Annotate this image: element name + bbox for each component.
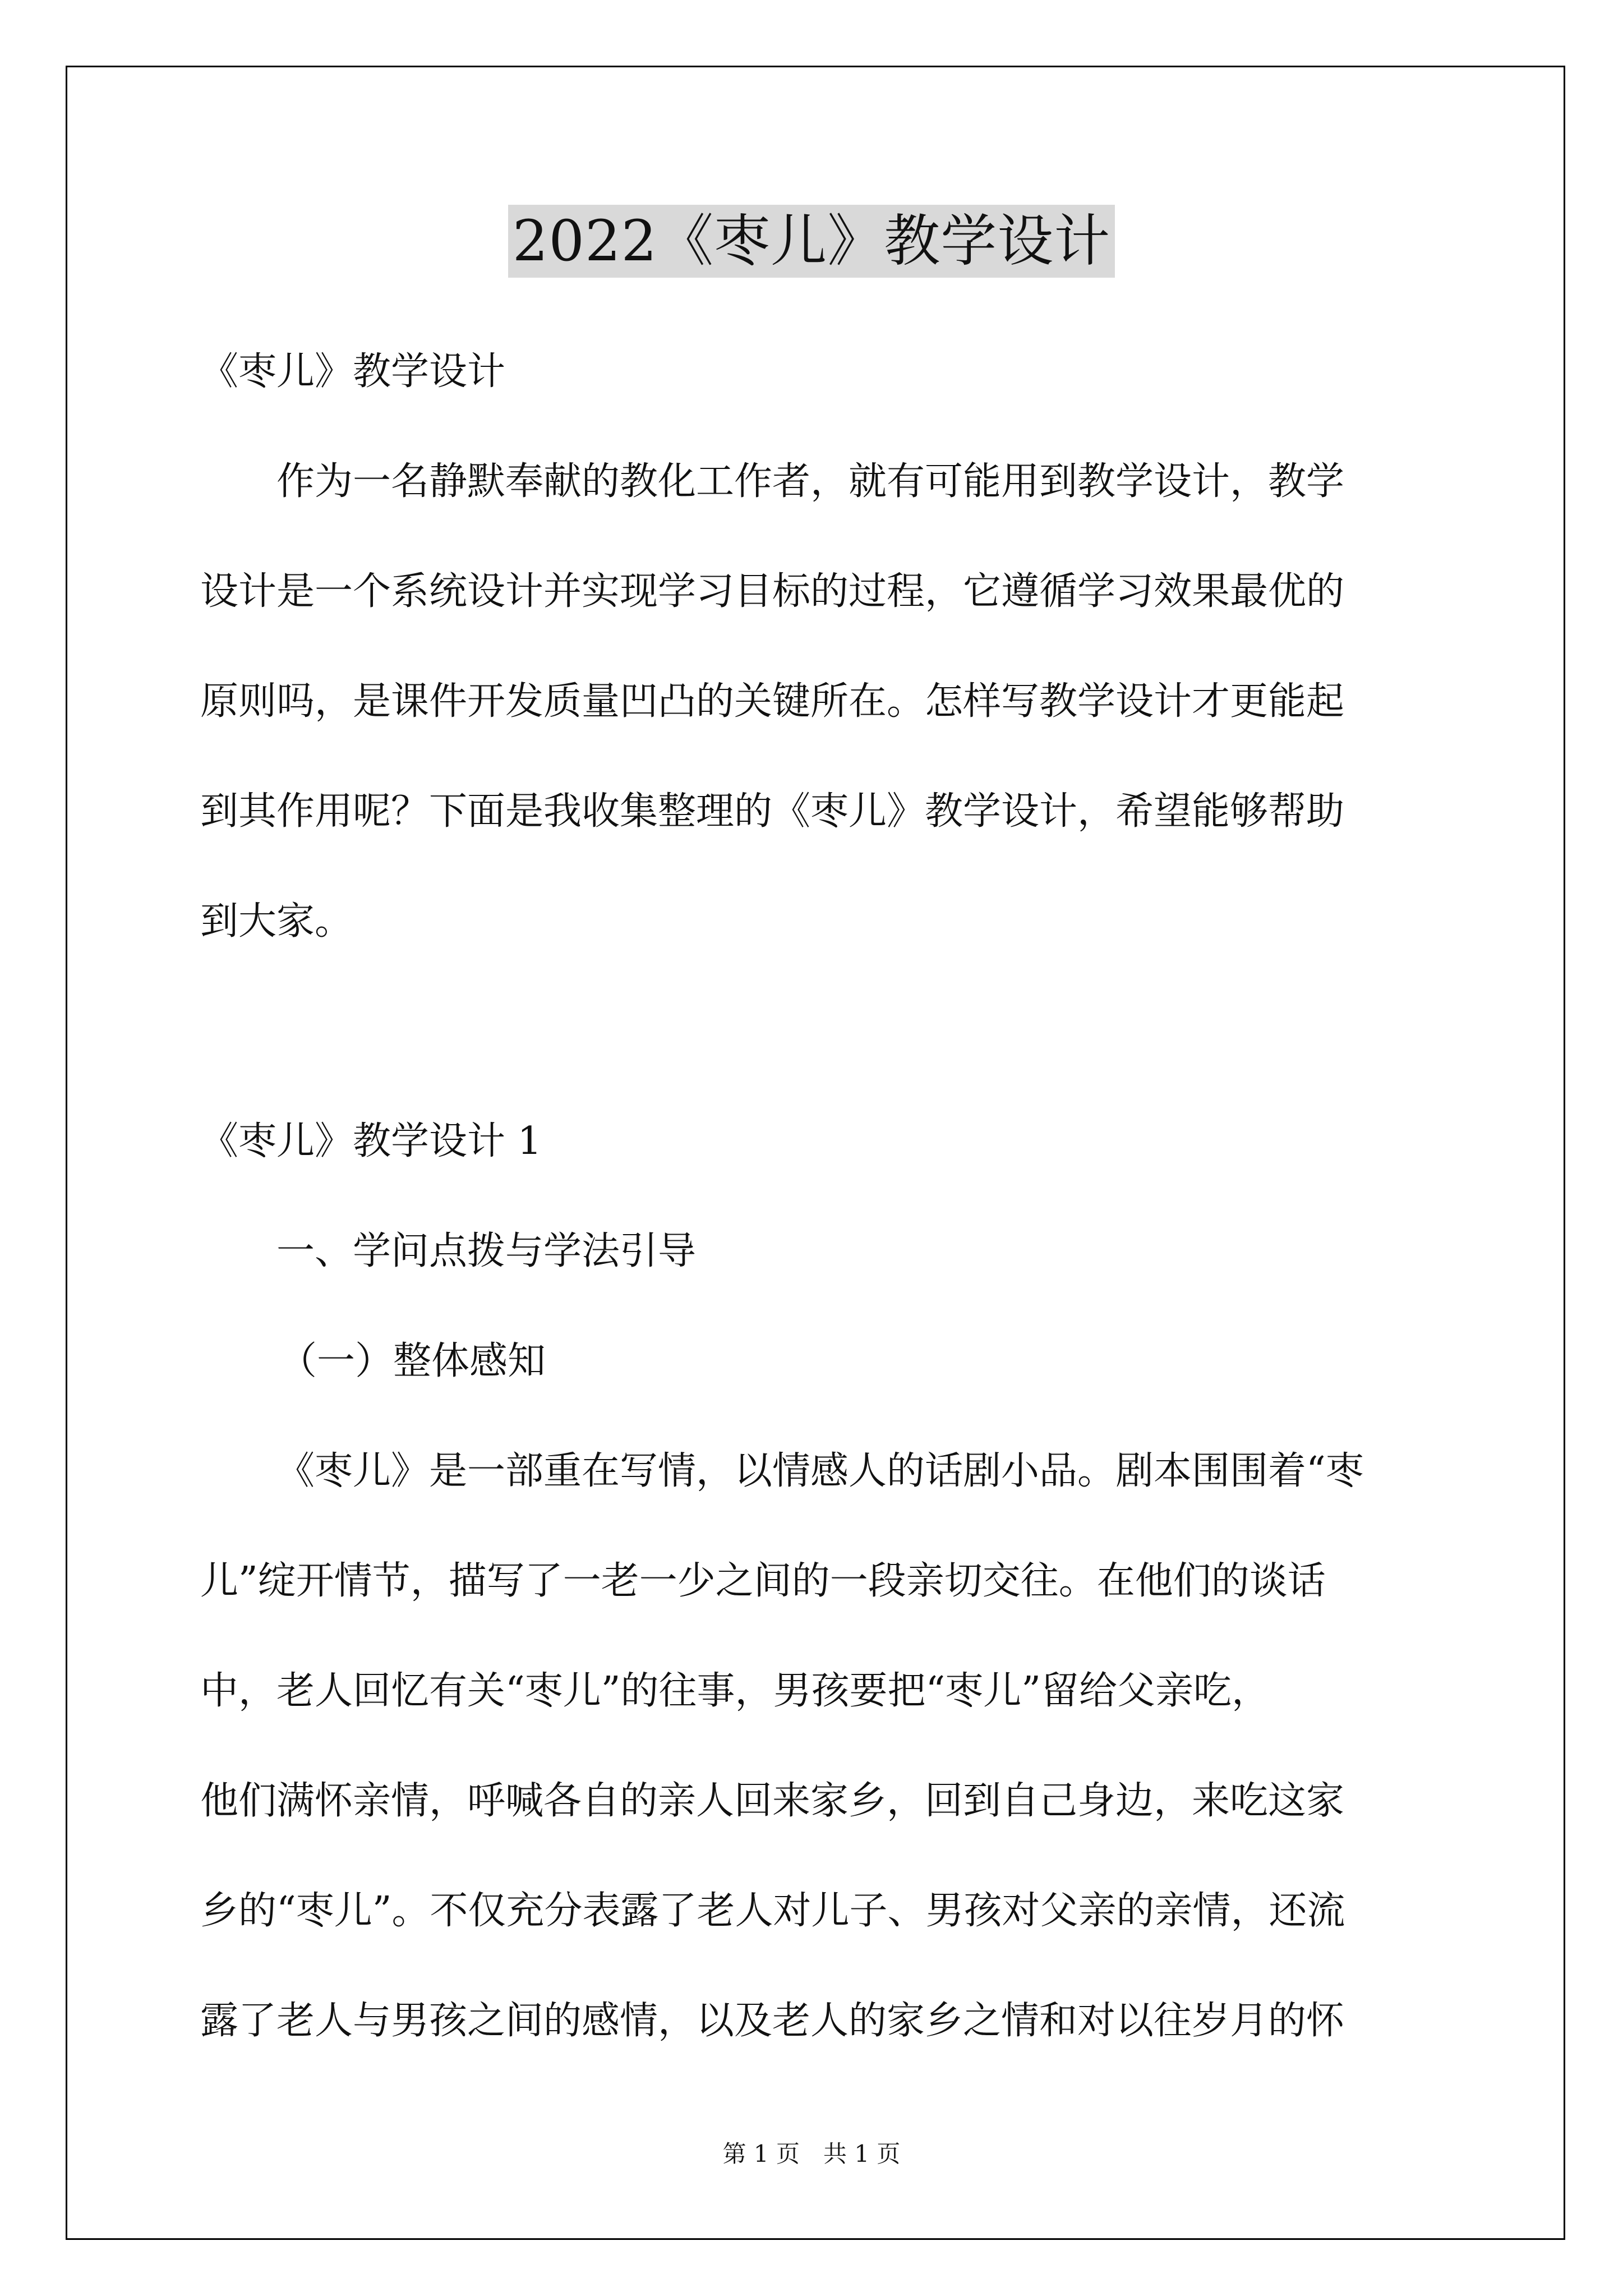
body-line-2: 儿”绽开情节，描写了一老一少之间的一段亲切交往。在他们的谈话 bbox=[200, 1559, 1326, 1603]
sub-heading: （一）整体感知 bbox=[279, 1339, 546, 1383]
document-subtitle: 《枣儿》教学设计 bbox=[200, 349, 506, 394]
section-heading: 《枣儿》教学设计 1 bbox=[200, 1119, 542, 1163]
title-container bbox=[0, 205, 1623, 278]
body-line-4: 他们满怀亲情，呼喊各自的亲人回来家乡，回到自己身边，来吃这家 bbox=[200, 1779, 1345, 1823]
paragraph-gap bbox=[200, 977, 1434, 1087]
body-line-3: 中，老人回忆有关“枣儿”的往事，男孩要把“枣儿”留给父亲吃， bbox=[200, 1669, 1270, 1713]
intro-line-1: 作为一名静默奉献的教化工作者，就有可能用到教学设计，教学 bbox=[276, 459, 1345, 504]
body-line-6: 露了老人与男孩之间的感情，以及老人的家乡之情和对以往岁月的怀 bbox=[200, 1999, 1345, 2043]
intro-line-4: 到其作用呢？下面是我收集整理的《枣儿》教学设计，希望能够帮助 bbox=[200, 789, 1345, 834]
intro-line-5: 到大家。 bbox=[200, 899, 353, 944]
intro-line-2: 设计是一个系统设计并实现学习目标的过程，它遵循学习效果最优的 bbox=[200, 569, 1345, 614]
page-footer: 第 1 页 共 1 页 bbox=[722, 2140, 901, 2168]
body-line-1: 《枣儿》是一部重在写情，以情感人的话剧小品。剧本围围着“枣 bbox=[276, 1449, 1364, 1493]
part-heading: 一、学问点拨与学法引导 bbox=[276, 1229, 697, 1273]
document-title: 2022《枣儿》教学设计 bbox=[508, 205, 1115, 278]
document-body bbox=[200, 317, 1434, 2076]
intro-line-3: 原则吗，是课件开发质量凹凸的关键所在。怎样写教学设计才更能起 bbox=[200, 679, 1345, 724]
body-line-5: 乡的“枣儿”。不仅充分表露了老人对儿子、男孩对父亲的亲情，还流 bbox=[200, 1889, 1345, 1933]
